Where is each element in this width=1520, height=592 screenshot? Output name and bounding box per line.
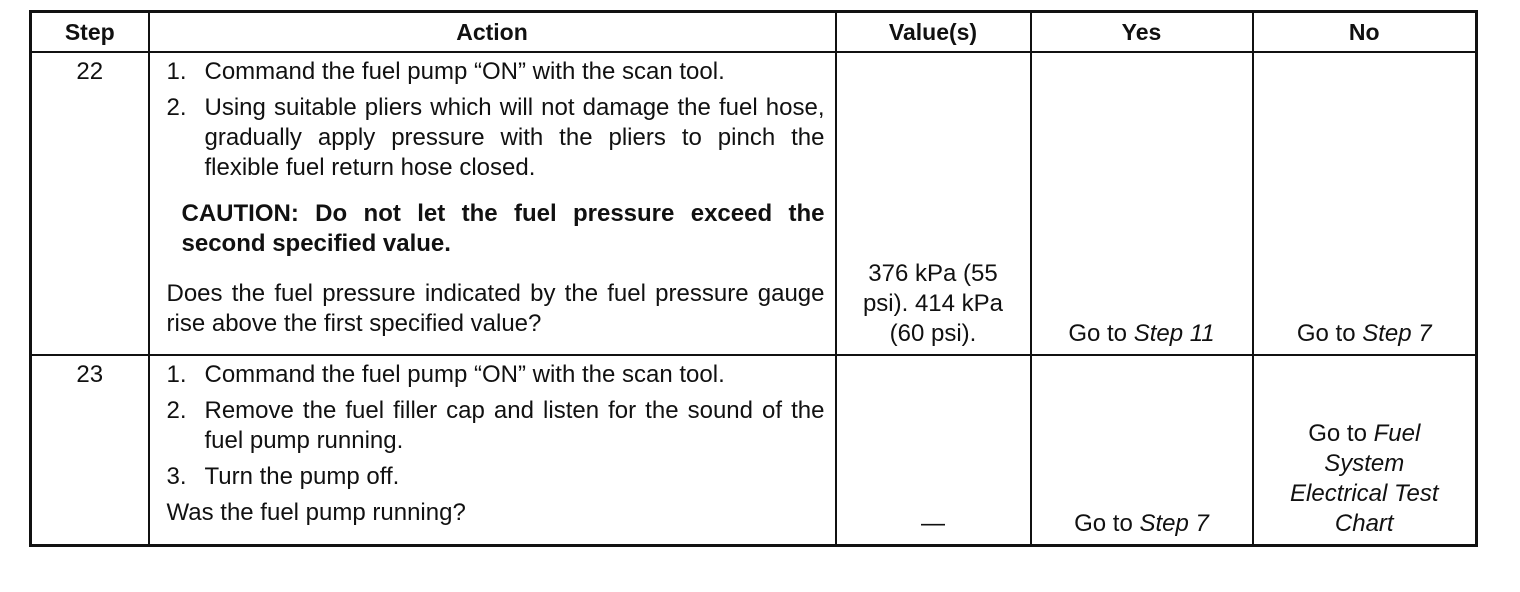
yes-goto-prefix: Go to <box>1074 509 1140 537</box>
action-item-number: 1. <box>166 58 187 85</box>
yes-cell <box>1031 52 1253 355</box>
table-row-step-23 <box>31 355 1477 545</box>
action-item-text: Turn the pump off. <box>204 463 400 490</box>
no-goto-target: Fuel System Electrical Test Chart <box>1290 419 1439 537</box>
caution-note: CAUTION: Do not let the fuel pressure exceed the second specified value. <box>181 200 825 257</box>
header-yes: Yes <box>1031 12 1253 53</box>
diagnostic-question: Was the fuel pump running? <box>166 499 466 526</box>
action-item-text: Command the fuel pump “ON” with the scan tool. <box>204 361 725 388</box>
action-item-text: Using suitable pliers which will not damage the fuel hose, gradually apply pressure with the pliers to pinch the flexible fuel return hose closed. <box>204 94 825 181</box>
no-goto-target: Step 7 <box>1362 320 1432 347</box>
action-item <box>167 57 825 87</box>
diagnostic-question: Does the fuel pressure indicated by the fuel pressure gauge rise above the first specified value? <box>166 280 825 337</box>
action-item-number: 2. <box>166 397 187 424</box>
action-cell <box>149 52 836 355</box>
value-cell <box>836 52 1031 355</box>
action-cell <box>149 355 836 545</box>
action-item <box>167 360 825 390</box>
yes-goto-target: Step 7 <box>1139 509 1209 537</box>
action-item-number: 1. <box>166 361 187 388</box>
action-item-number: 2. <box>166 94 187 121</box>
header-values: Value(s) <box>836 12 1031 53</box>
step-number: 23 <box>31 355 149 545</box>
no-goto-prefix: Go to <box>1296 320 1363 347</box>
action-item-text: Command the fuel pump “ON” with the scan tool. <box>204 58 725 85</box>
no-goto-block <box>1274 419 1454 539</box>
value-text: 376 kPa (55 psi). 414 kPa (60 psi). <box>862 260 1004 347</box>
table-row-step-22 <box>31 52 1477 355</box>
value-cell <box>836 355 1031 545</box>
action-item-text: Remove the fuel filler cap and listen for the sound of the fuel pump running. <box>204 397 825 454</box>
value-text: — <box>921 509 945 537</box>
no-cell <box>1253 52 1477 355</box>
yes-goto-prefix: Go to <box>1068 320 1134 347</box>
action-item <box>167 396 825 456</box>
no-goto-prefix: Go to <box>1308 419 1374 447</box>
header-step: Step <box>31 12 149 53</box>
action-item <box>167 93 825 183</box>
yes-goto-target: Step 11 <box>1133 320 1215 347</box>
step-number: 22 <box>31 52 149 355</box>
header-row <box>31 12 1477 53</box>
header-action: Action <box>149 12 836 53</box>
header-no: No <box>1253 12 1477 53</box>
action-item <box>167 462 825 492</box>
yes-cell <box>1031 355 1253 545</box>
action-item-number: 3. <box>166 463 187 490</box>
no-cell <box>1253 355 1477 545</box>
diagnostic-table <box>29 10 1478 547</box>
